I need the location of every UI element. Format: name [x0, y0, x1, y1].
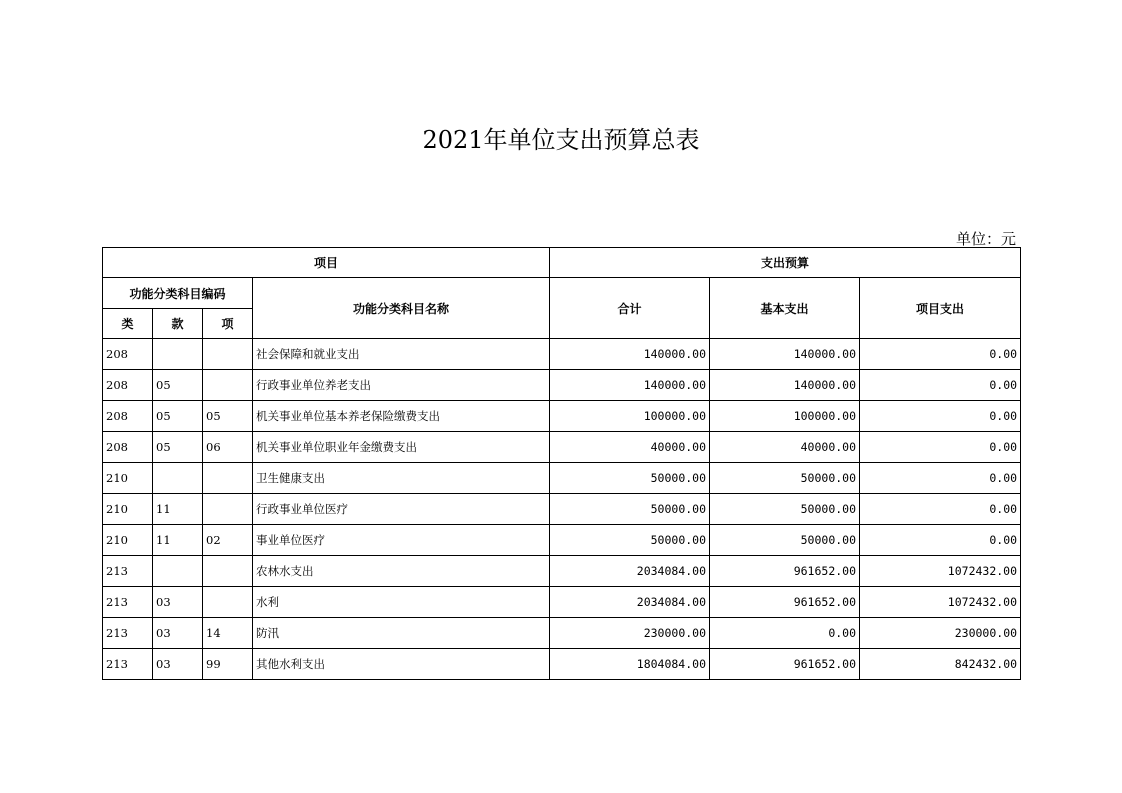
cell-kuan: 03 — [153, 618, 203, 649]
cell-lei: 208 — [103, 370, 153, 401]
cell-xiang — [203, 587, 253, 618]
cell-lei: 213 — [103, 556, 153, 587]
cell-total: 50000.00 — [550, 463, 710, 494]
cell-kuan — [153, 556, 203, 587]
cell-project: 0.00 — [860, 401, 1021, 432]
page-title: 2021年单位支出预算总表 — [422, 126, 700, 154]
cell-kuan: 03 — [153, 587, 203, 618]
cell-total: 40000.00 — [550, 432, 710, 463]
table-row — [103, 649, 1021, 680]
budget-table — [102, 247, 1021, 680]
table-row — [103, 587, 1021, 618]
cell-total: 230000.00 — [550, 618, 710, 649]
cell-project: 0.00 — [860, 432, 1021, 463]
cell-basic: 50000.00 — [710, 494, 860, 525]
cell-basic: 961652.00 — [710, 587, 860, 618]
header-project: 项目 — [103, 248, 550, 278]
table-row — [103, 556, 1021, 587]
cell-basic: 140000.00 — [710, 339, 860, 370]
cell-xiang: 14 — [203, 618, 253, 649]
cell-basic: 961652.00 — [710, 649, 860, 680]
header-code-group: 功能分类科目编码 — [103, 278, 253, 309]
cell-project: 0.00 — [860, 463, 1021, 494]
table-body — [103, 339, 1021, 680]
cell-basic: 0.00 — [710, 618, 860, 649]
cell-lei: 208 — [103, 339, 153, 370]
cell-xiang — [203, 463, 253, 494]
cell-xiang: 99 — [203, 649, 253, 680]
cell-project: 0.00 — [860, 370, 1021, 401]
cell-basic: 140000.00 — [710, 370, 860, 401]
cell-total: 140000.00 — [550, 370, 710, 401]
cell-name: 行政事业单位医疗 — [253, 494, 550, 525]
cell-basic: 50000.00 — [710, 525, 860, 556]
cell-xiang — [203, 339, 253, 370]
cell-xiang: 05 — [203, 401, 253, 432]
cell-lei: 210 — [103, 494, 153, 525]
cell-total: 1804084.00 — [550, 649, 710, 680]
header-total: 合计 — [550, 278, 710, 339]
cell-basic: 100000.00 — [710, 401, 860, 432]
cell-project: 0.00 — [860, 494, 1021, 525]
table-row — [103, 401, 1021, 432]
cell-lei: 213 — [103, 587, 153, 618]
cell-lei: 213 — [103, 618, 153, 649]
header-budget: 支出预算 — [550, 248, 1021, 278]
cell-lei: 213 — [103, 649, 153, 680]
cell-name: 事业单位医疗 — [253, 525, 550, 556]
cell-lei: 210 — [103, 463, 153, 494]
cell-name: 其他水利支出 — [253, 649, 550, 680]
cell-total: 140000.00 — [550, 339, 710, 370]
cell-xiang — [203, 556, 253, 587]
cell-name: 防汛 — [253, 618, 550, 649]
cell-name: 社会保障和就业支出 — [253, 339, 550, 370]
cell-name: 机关事业单位基本养老保险缴费支出 — [253, 401, 550, 432]
table-row — [103, 494, 1021, 525]
cell-name: 农林水支出 — [253, 556, 550, 587]
table-row — [103, 339, 1021, 370]
cell-project: 0.00 — [860, 339, 1021, 370]
header-kuan: 款 — [153, 309, 203, 339]
cell-lei: 208 — [103, 401, 153, 432]
table-row — [103, 370, 1021, 401]
table-row — [103, 463, 1021, 494]
header-project-exp: 项目支出 — [860, 278, 1021, 339]
cell-name: 卫生健康支出 — [253, 463, 550, 494]
table-row — [103, 432, 1021, 463]
cell-basic: 50000.00 — [710, 463, 860, 494]
cell-project: 1072432.00 — [860, 587, 1021, 618]
cell-total: 2034084.00 — [550, 556, 710, 587]
header-name: 功能分类科目名称 — [253, 278, 550, 339]
cell-kuan: 05 — [153, 401, 203, 432]
unit-label: 单位：元 — [955, 230, 1016, 248]
cell-lei: 208 — [103, 432, 153, 463]
cell-name: 机关事业单位职业年金缴费支出 — [253, 432, 550, 463]
header-lei: 类 — [103, 309, 153, 339]
cell-kuan: 11 — [153, 494, 203, 525]
cell-xiang: 06 — [203, 432, 253, 463]
cell-kuan — [153, 339, 203, 370]
cell-kuan: 11 — [153, 525, 203, 556]
cell-total: 100000.00 — [550, 401, 710, 432]
cell-kuan — [153, 463, 203, 494]
cell-xiang — [203, 494, 253, 525]
cell-kuan: 03 — [153, 649, 203, 680]
header-basic: 基本支出 — [710, 278, 860, 339]
cell-project: 1072432.00 — [860, 556, 1021, 587]
cell-total: 50000.00 — [550, 494, 710, 525]
cell-name: 行政事业单位养老支出 — [253, 370, 550, 401]
cell-project: 842432.00 — [860, 649, 1021, 680]
cell-basic: 40000.00 — [710, 432, 860, 463]
table-row — [103, 618, 1021, 649]
table-row — [103, 525, 1021, 556]
cell-name: 水利 — [253, 587, 550, 618]
cell-xiang: 02 — [203, 525, 253, 556]
cell-lei: 210 — [103, 525, 153, 556]
cell-project: 0.00 — [860, 525, 1021, 556]
cell-project: 230000.00 — [860, 618, 1021, 649]
cell-total: 50000.00 — [550, 525, 710, 556]
cell-kuan: 05 — [153, 370, 203, 401]
cell-basic: 961652.00 — [710, 556, 860, 587]
header-xiang: 项 — [203, 309, 253, 339]
cell-xiang — [203, 370, 253, 401]
cell-kuan: 05 — [153, 432, 203, 463]
cell-total: 2034084.00 — [550, 587, 710, 618]
